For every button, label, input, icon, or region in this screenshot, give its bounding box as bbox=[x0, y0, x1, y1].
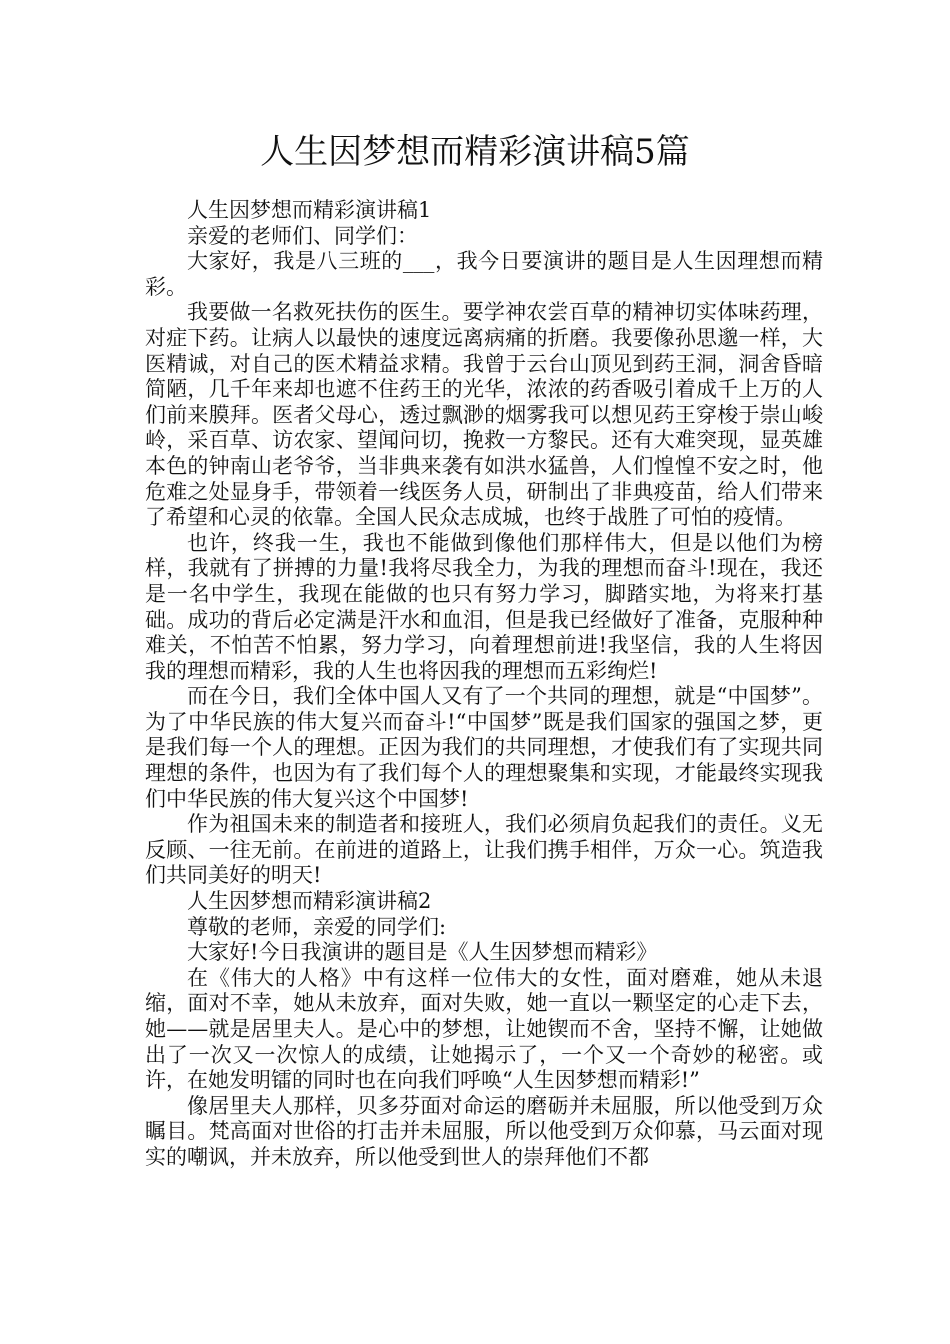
speech-2-heading: 人生因梦想而精彩演讲稿2 bbox=[187, 889, 432, 914]
paragraph: 而在今日，我们全体中国人又有了一个共同的理想，就是“中国梦”。为了中华民族的伟大复兴而奋斗!“中国梦”既是我们国家的强国之梦，更是我们每一个人的理想。正因为我们的共同理想，才使我们有了实现共同理想的条件，也因为有了我们每个人的理想聚集和实现，才能最终实现我们中华民族的伟大复兴这个中国梦! bbox=[145, 684, 823, 811]
paragraph: 作为祖国未来的制造者和接班人，我们必须肩负起我们的责任。义无反顾、一往无前。在前进的道路上，让我们携手相伴，万众一心。筑造我们共同美好的明天! bbox=[145, 812, 823, 888]
paragraph: 我要做一名救死扶伤的医生。要学神农尝百草的精神切实体味药理，对症下药。让病人以最快的速度远离病痛的折磨。我要像孙思邈一样，大医精诚，对自己的医术精益求精。我曾于云台山顶见到药王洞，洞舍昏暗简陋，几千年来却也遮不住药王的光华，浓浓的药香吸引着成千上万的人们前来膜拜。医者父母心，透过飘渺的烟雾我可以想见药王穿梭于崇山峻岭，采百草、访农家、望闻问切，挽救一方黎民。还有大难突现，显英雄本色的钟南山老爷爷，当非典来袭有如洪水猛兽，人们惶惶不安之时，他危难之处显身手，带领着一线医务人员，研制出了非典疫苗，给人们带来了希望和心灵的依靠。全国人民众志成城，也终于战胜了可怕的疫情。 bbox=[145, 300, 823, 530]
paragraph: 大家好!今日我演讲的题目是《人生因梦想而精彩》 bbox=[187, 940, 658, 965]
document-body bbox=[145, 198, 823, 1171]
paragraph: 也许，终我一生，我也不能做到像他们那样伟大，但是以他们为榜样，我就有了拼搏的力量!我将尽我全力，为我的理想而奋斗!现在，我还是一名中学生，我现在能做的也只有努力学习，脚踏实地，为将来打基础。成功的背后必定满是汗水和血泪，但是我已经做好了准备，克服种种难关，不怕苦不怕累，努力学习，向着理想前进!我坚信，我的人生将因我的理想而精彩，我的人生也将因我的理想而五彩绚烂! bbox=[145, 530, 823, 683]
paragraph: 在《伟大的人格》中有这样一位伟大的女性，面对磨难，她从未退缩，面对不幸，她从未放弃，面对失败，她一直以一颗坚定的心走下去，她——就是居里夫人。是心中的梦想，让她锲而不舍，坚持不懈，让她做出了一次又一次惊人的成绩，让她揭示了，一个又一个奇妙的秘密。或许，在她发明镭的同时也在向我们呼唤“人生因梦想而精彩!” bbox=[145, 965, 823, 1093]
paragraph: 像居里夫人那样，贝多芬面对命运的磨砺并未屈服，所以他受到万众瞩目。梵高面对世俗的打击并未屈服，所以他受到万众仰慕，马云面对现实的嘲讽，并未放弃，所以他受到世人的崇拜他们不都 bbox=[145, 1093, 823, 1169]
speech-2-salutation: 尊敬的老师，亲爱的同学们: bbox=[187, 914, 447, 939]
speech-1-heading: 人生因梦想而精彩演讲稿1 bbox=[187, 198, 432, 222]
speech-1-salutation: 亲爱的老师们、同学们： bbox=[187, 223, 418, 248]
document-title: 人生因梦想而精彩演讲稿5篇 bbox=[260, 132, 690, 172]
paragraph: 大家好，我是八三班的___，我今日要演讲的题目是人生因理想而精彩。 bbox=[145, 249, 823, 299]
